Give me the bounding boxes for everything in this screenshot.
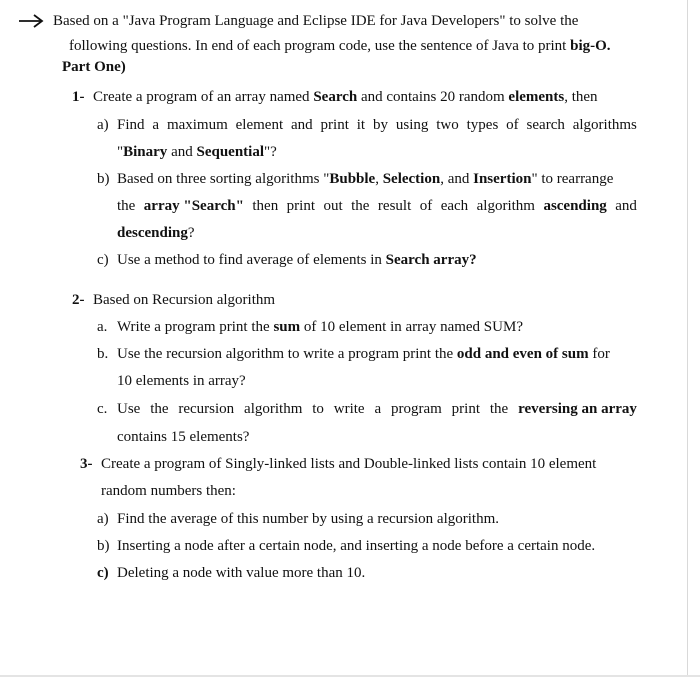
q3a-marker [97, 512, 109, 527]
q3a-text [117, 512, 499, 527]
q1a-word: using [395, 117, 429, 133]
q1a-marker-text: a) [97, 117, 109, 133]
q2b-line-2 [117, 374, 246, 389]
q1a-word: Find [117, 117, 145, 133]
q3-number [80, 457, 93, 472]
q3c-text [117, 566, 365, 581]
q1b-marker [97, 172, 110, 187]
q1-number [72, 90, 85, 105]
intro-line-2 [69, 39, 611, 54]
q2a-text [117, 320, 523, 335]
q2b-l1-a: Use the recursion algorithm to write a program print the [117, 346, 457, 362]
q1b-l1-c: , [375, 171, 383, 187]
q2c-line-2 [117, 430, 249, 445]
q2c-word: algorithm [244, 401, 303, 417]
q1b-marker-text: b) [97, 171, 110, 187]
q2c-line-1 [117, 402, 637, 417]
q1a-word: two [436, 117, 459, 133]
right-arrow-icon [17, 13, 45, 29]
q1b-l3-a: descending [117, 225, 188, 241]
q2b-marker [97, 347, 108, 362]
q1a-word: of [506, 117, 519, 133]
q1a-word: maximum [166, 117, 228, 133]
q1b-word: each [440, 198, 469, 214]
q1a-word: a [152, 117, 160, 133]
q3-l2-text: random numbers then: [101, 483, 236, 499]
q3-line-2 [101, 484, 236, 499]
q1a-line-2 [117, 145, 277, 160]
part-title [62, 60, 126, 75]
q1b-word: print [286, 198, 316, 214]
q1c-marker [97, 253, 109, 268]
q1a-l2-a: " [117, 144, 124, 160]
q2c-word: write [333, 401, 365, 417]
q1b-word: the [351, 198, 370, 214]
q1b-word: algorithm [476, 198, 535, 214]
q1a-word: print [320, 117, 349, 133]
q3a-text-span: Find the average of this number by using a recursion algorithm. [117, 511, 499, 527]
q1a-word: and [291, 117, 313, 133]
q2-title-text: Based on Recursion algorithm [93, 292, 276, 308]
q1-text-a: Create a program of an array named [93, 89, 314, 105]
q1a-word: element [235, 117, 284, 133]
q3b-marker-text: b) [97, 538, 110, 554]
q3a-marker-text: a) [97, 511, 109, 527]
q3b-text-span: Inserting a node after a certain node, and inserting a node before a certain node. [117, 538, 596, 554]
page-edge-right [687, 0, 688, 677]
q3b-text [117, 539, 595, 554]
q1a-word: algorithms [572, 117, 637, 133]
q2b-marker-text: b. [97, 346, 109, 362]
q1b-l1-e: , and [440, 171, 474, 187]
q2c-word: the [489, 401, 509, 417]
q1b-line-2 [117, 199, 637, 214]
q2-num-text: 2- [72, 292, 85, 308]
q1b-l1-g: " to rearrange [531, 171, 614, 187]
q1a-l2-c: and [167, 144, 197, 160]
q2c-word: recursion [178, 401, 235, 417]
q1a-l2-e: "? [264, 144, 277, 160]
intro-text-1: Based on a "Java Program Language and Eclipse IDE for Java Developers" to solve the [53, 13, 579, 29]
q1a-word: by [372, 117, 388, 133]
q1a-word: types [466, 117, 499, 133]
q3c-text-span: Deleting a node with value more than 10. [117, 565, 366, 581]
q3-num-text: 3- [80, 456, 93, 472]
intro-line-1 [53, 14, 578, 29]
q2b-l1-b: odd and even of sum [456, 346, 589, 362]
q2c-l2-text: contains 15 elements? [117, 429, 250, 445]
q2b-line-1 [117, 347, 610, 362]
q2c-word: print [451, 401, 481, 417]
q1c-text-b: Search array? [385, 252, 477, 268]
q2a-text-b: sum [273, 319, 301, 335]
q1c-marker-text: c) [97, 252, 109, 268]
q1b-word: out [323, 198, 343, 214]
q1a-marker [97, 118, 109, 133]
q1a-word: it [356, 117, 366, 133]
q1a-l2-b: Binary [123, 144, 168, 160]
q2c-word-bold: reversing an array [518, 401, 637, 417]
q1b-l3-b: ? [187, 225, 195, 241]
q1-text-b: Search [313, 89, 358, 105]
q1b-word: result [377, 198, 412, 214]
q1b-line-1 [117, 172, 613, 187]
part-title-text: Part One) [62, 59, 126, 75]
intro-bigo: big-O. [570, 38, 611, 54]
q2c-marker [97, 402, 107, 417]
q1-text-d: elements [508, 89, 565, 105]
q2c-word: a [374, 401, 382, 417]
q2-number [72, 293, 85, 308]
q1b-word: the [117, 198, 136, 214]
q2a-marker [97, 320, 107, 335]
q2-title [93, 293, 275, 308]
q1-num-text: 1- [72, 89, 85, 105]
q1-text-e: , then [564, 89, 598, 105]
q2b-l1-c: for [588, 346, 610, 362]
q1a-line-1 [117, 118, 637, 133]
q1b-word: and [615, 198, 637, 214]
q1b-l1-d: Selection [382, 171, 441, 187]
q3b-marker [97, 539, 110, 554]
q1b-l1-b: Bubble [329, 171, 376, 187]
q2a-marker-text: a. [97, 319, 108, 335]
q1a-word: search [526, 117, 565, 133]
q2a-text-c: of 10 element in array named SUM? [300, 319, 523, 335]
q2c-word: program [390, 401, 442, 417]
intro-text-2: following questions. In end of each program code, use the sentence of Java to print [69, 38, 571, 54]
q1b-word-bold: array "Search" [143, 198, 244, 214]
q1c-text [117, 253, 477, 268]
q3-l1-text: Create a program of Singly-linked lists and Double-linked lists contain 10 element [101, 456, 597, 472]
q2a-text-a: Write a program print the [117, 319, 274, 335]
q2c-word: to [312, 401, 324, 417]
q1b-l1-f: Insertion [473, 171, 532, 187]
q1-text [93, 90, 598, 105]
q1a-l2-d: Sequential [196, 144, 264, 160]
q1b-word: then [252, 198, 279, 214]
q1b-word-bold: ascending [543, 198, 607, 214]
q3-line-1 [101, 457, 596, 472]
q3c-marker [97, 566, 109, 581]
q2c-marker-text: c. [97, 401, 108, 417]
q1b-l1-a: Based on three sorting algorithms " [117, 171, 330, 187]
q2c-word: the [150, 401, 169, 417]
q3c-marker-text: c) [97, 565, 109, 581]
q2c-word: Use [117, 401, 141, 417]
q1c-text-a: Use a method to find average of elements in [117, 252, 386, 268]
q1b-line-3 [117, 226, 195, 241]
q2b-l2-text: 10 elements in array? [117, 373, 246, 389]
q1b-word: of [419, 198, 433, 214]
q1-text-c: and contains 20 random [357, 89, 509, 105]
